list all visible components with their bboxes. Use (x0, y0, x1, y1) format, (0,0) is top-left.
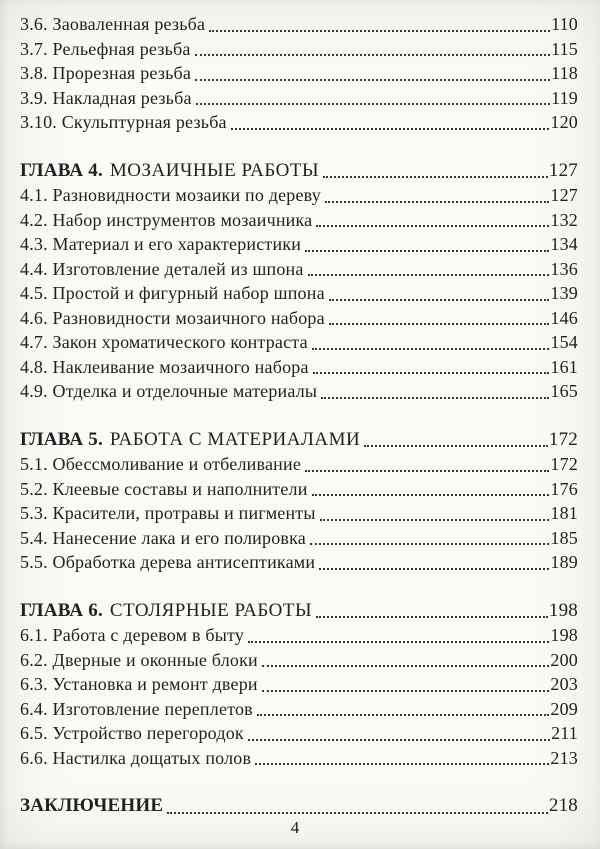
toc-entry-label: 4.9. Отделка и отделочные материалы (20, 381, 318, 401)
toc-entry (20, 526, 578, 551)
page-ref: 119 (551, 87, 578, 108)
toc-entry (20, 110, 578, 135)
toc-entry (20, 746, 578, 771)
toc-entry (20, 623, 578, 648)
toc-entry (20, 648, 578, 673)
toc-entry (20, 61, 578, 86)
table-of-contents (20, 12, 578, 819)
page-ref: 189 (550, 552, 578, 572)
toc-entry-label: 4.3. Материал и его характеристики (20, 234, 302, 254)
leader-dots (248, 641, 549, 643)
leader-dots (255, 763, 549, 765)
leader-dots (195, 54, 550, 56)
page-ref: 120 (550, 112, 578, 132)
chapter-heading-prefix: ЗАКЛЮЧЕНИЕ (20, 795, 164, 816)
leader-dots (329, 323, 550, 325)
toc-entry (20, 232, 578, 257)
page-ref: 218 (548, 795, 578, 816)
leader-dots (308, 274, 550, 276)
toc-entry-label: 5.4. Нанесение лака и его полировка (20, 527, 306, 548)
page-ref: 136 (550, 258, 578, 279)
page-ref: 115 (551, 38, 578, 59)
chapter-heading-prefix: ГЛАВА 4. (20, 159, 103, 181)
toc-entry (20, 501, 578, 526)
leader-dots (364, 445, 548, 447)
chapter-heading-prefix: ГЛАВА 5. (20, 428, 103, 450)
page-number: 4 (290, 818, 300, 837)
page-ref: 198 (548, 599, 578, 621)
toc-entry-label: 4.7. Закон хроматического контраста (20, 332, 308, 352)
leader-dots (319, 568, 549, 570)
toc-entry-label: 5.1. Обессмоливание и отбеливание (20, 454, 302, 474)
toc-entry-label: 3.8. Прорезная резьба (20, 63, 192, 83)
toc-entry (20, 697, 578, 722)
leader-dots (316, 616, 548, 618)
leader-dots (305, 250, 549, 252)
leader-dots (313, 372, 550, 374)
toc-entry-label: 6.5. Устройство перегородок (20, 723, 244, 743)
toc-entry-label: 3.10. Скульптурная резьба (20, 112, 227, 132)
toc-entry (20, 306, 578, 331)
toc-entry-label: 4.8. Наклеивание мозаичного набора (20, 356, 309, 377)
leader-dots (262, 665, 550, 667)
toc-entry-label: 6.2. Дверные и оконные блоки (20, 649, 258, 670)
toc-entry (20, 281, 578, 306)
toc-entry (20, 12, 578, 37)
page-ref: 132 (550, 209, 578, 230)
leader-dots (196, 103, 550, 105)
toc-chapter-heading (20, 599, 578, 624)
toc-entry-label: 4.2. Набор инструментов мозаичника (20, 209, 313, 230)
page-ref: 139 (550, 283, 578, 303)
toc-entry-label: 3.9. Накладная резьба (20, 87, 192, 108)
page-ref: 209 (550, 698, 578, 719)
toc-entry-label: 4.1. Разновидности мозаики по дереву (20, 185, 321, 205)
toc-entry-label: 5.5. Обработка дерева антисептиками (20, 552, 316, 572)
leader-dots (248, 739, 550, 741)
page-ref: 118 (551, 63, 578, 83)
page-ref: 200 (550, 649, 578, 670)
page-ref: 213 (550, 747, 578, 768)
page-ref: 161 (550, 356, 578, 377)
chapter-heading-title: РАБОТА С МАТЕРИАЛАМИ (109, 428, 361, 450)
toc-entry (20, 452, 578, 477)
toc-chapter-heading (20, 794, 578, 819)
leader-dots (167, 812, 548, 814)
page-ref: 134 (550, 234, 578, 254)
leader-dots (321, 397, 549, 399)
toc-entry (20, 721, 578, 746)
chapter-heading-title: МОЗАИЧНЫЕ РАБОТЫ (109, 159, 320, 181)
page-ref: 185 (550, 527, 578, 548)
leader-dots (316, 225, 549, 227)
page-ref: 176 (550, 478, 578, 499)
leader-dots (195, 79, 550, 81)
toc-entry (20, 257, 578, 282)
toc-entry-label: 6.4. Изготовление переплетов (20, 698, 253, 719)
toc-entry (20, 330, 578, 355)
leader-dots (320, 519, 550, 521)
toc-entry (20, 355, 578, 380)
leader-dots (312, 348, 550, 350)
page-ref: 127 (548, 159, 578, 181)
toc-entry-label: 4.6. Разновидности мозаичного набора (20, 307, 325, 328)
chapter-heading-prefix: ГЛАВА 6. (20, 599, 103, 621)
page-ref: 203 (550, 674, 578, 694)
toc-entry-label: 6.1. Работа с деревом в быту (20, 625, 245, 645)
toc-entry (20, 477, 578, 502)
toc-entry-label: 4.4. Изготовление деталей из шпона (20, 258, 304, 279)
toc-entry (20, 550, 578, 575)
leader-dots (209, 30, 550, 32)
page-ref: 127 (550, 185, 578, 205)
toc-chapter-heading (20, 159, 578, 184)
page-ref: 110 (551, 14, 578, 34)
leader-dots (329, 299, 550, 301)
toc-entry (20, 379, 578, 404)
leader-dots (312, 494, 550, 496)
toc-entry-label: 3.7. Рельефная резьба (20, 38, 191, 59)
toc-entry-label: 6.6. Настилка дощатых полов (20, 747, 252, 768)
toc-entry (20, 208, 578, 233)
toc-entry-label: 5.3. Красители, протравы и пигменты (20, 503, 316, 523)
page-ref: 172 (548, 428, 578, 450)
page-ref: 165 (550, 381, 578, 401)
toc-entry (20, 183, 578, 208)
toc-entry-label: 5.2. Клеевые составы и наполнители (20, 478, 308, 499)
toc-chapter-heading (20, 428, 578, 453)
leader-dots (257, 714, 550, 716)
toc-entry (20, 86, 578, 111)
leader-dots (262, 690, 550, 692)
toc-entry (20, 672, 578, 697)
chapter-heading-title: СТОЛЯРНЫЕ РАБОТЫ (109, 599, 313, 621)
toc-entry-label: 4.5. Простой и фигурный набор шпона (20, 283, 325, 303)
page-ref: 198 (550, 625, 578, 645)
toc-entry-label: 3.6. Заоваленная резьба (20, 14, 206, 34)
page-ref: 154 (550, 332, 578, 352)
leader-dots (323, 176, 548, 178)
leader-dots (325, 201, 549, 203)
leader-dots (231, 128, 550, 130)
toc-entry (20, 37, 578, 62)
page-ref: 172 (550, 454, 578, 474)
leader-dots (305, 470, 549, 472)
page-ref: 211 (551, 723, 578, 743)
page-ref: 146 (550, 307, 578, 328)
page-ref: 181 (550, 503, 578, 523)
leader-dots (310, 543, 549, 545)
toc-entry-label: 6.3. Установка и ремонт двери (20, 674, 258, 694)
